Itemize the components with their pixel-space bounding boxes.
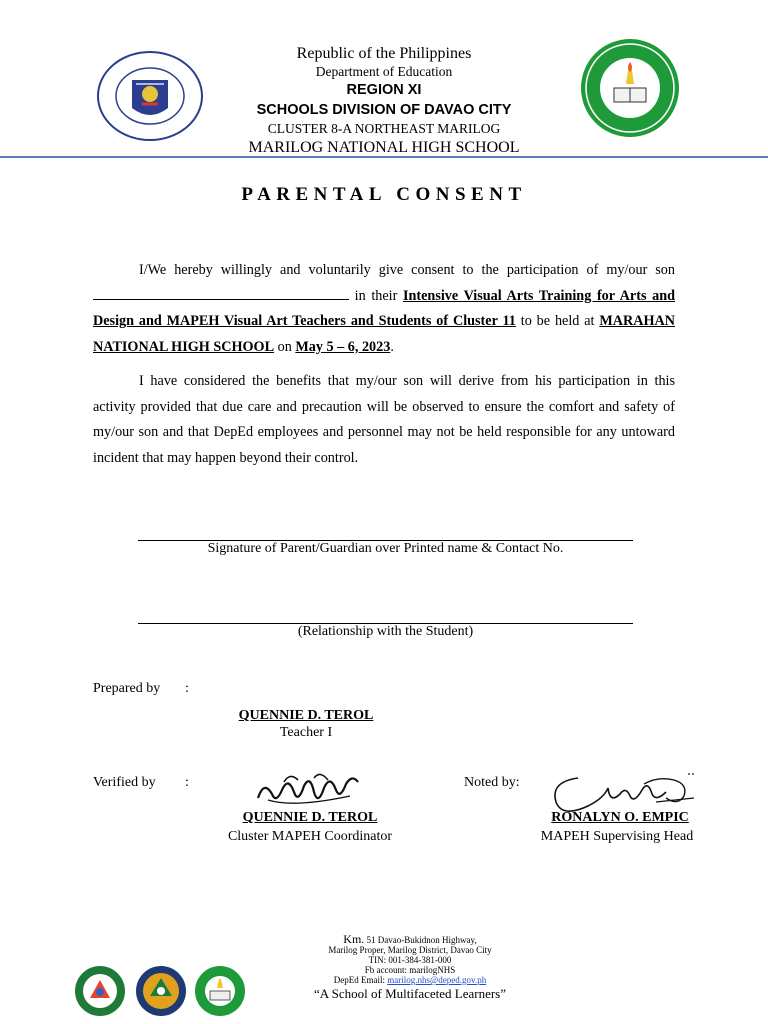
division-logo-icon bbox=[75, 966, 125, 1016]
p1-end: . bbox=[390, 338, 394, 355]
relationship-label: (Relationship with the Student) bbox=[297, 624, 474, 639]
verified-by-label: Verified by bbox=[93, 775, 156, 790]
header-division: SCHOOLS DIVISION OF DAVAO CITY bbox=[256, 102, 512, 118]
body-paragraph-1 bbox=[93, 258, 675, 360]
document-title: PARENTAL CONSENT bbox=[241, 184, 527, 205]
verified-title: Cluster MAPEH Coordinator bbox=[227, 829, 393, 844]
p2-text: I have considered the benefits that my/our son will derive from his participation in this activity provided that due care and precaution will be observed to ensure the comfort and safety of my/our son and that DepEd employees and personnel may not be held responsible for any untoward incident that may happen beyond their control. bbox=[93, 373, 675, 466]
header-rule bbox=[0, 156, 768, 158]
p1-in-their: in their bbox=[349, 287, 403, 304]
prepared-by-colon: : bbox=[185, 681, 189, 696]
noted-by-label: Noted by: bbox=[464, 775, 520, 790]
prepared-name: QUENNIE D. TEROL bbox=[238, 708, 374, 723]
header-cluster: CLUSTER 8-A NORTHEAST MARILOG bbox=[267, 121, 501, 136]
student-name-blank bbox=[93, 285, 349, 300]
footer-address2: Marilog Proper, Marilog District, Davao City bbox=[328, 945, 492, 955]
header-region: REGION XI bbox=[346, 82, 422, 98]
venue: MARAHAN NATIONAL HIGH SCHOOL bbox=[93, 313, 676, 355]
prepared-title: Teacher I bbox=[279, 725, 333, 740]
footer-address-block bbox=[300, 934, 520, 1001]
p1-held-at: to be held at bbox=[515, 313, 600, 329]
p1-on: on bbox=[274, 338, 296, 355]
school-seal-small-icon bbox=[195, 966, 245, 1016]
header-department: Department of Education bbox=[315, 64, 453, 79]
parent-signature-label: Signature of Parent/Guardian over Printed name & Contact No. bbox=[207, 541, 564, 556]
footer-motto: “A School of Multifaceted Learners” bbox=[313, 986, 507, 1001]
footer-address-line1 bbox=[300, 934, 520, 945]
event-date: May 5 – 6, 2023 bbox=[295, 338, 391, 355]
footer-logos bbox=[74, 964, 246, 1018]
footer-tin: TIN: 001-384-381-000 bbox=[368, 955, 452, 965]
footer-email-line bbox=[300, 975, 520, 985]
verified-by-colon: : bbox=[185, 775, 189, 790]
prepared-by-label: Prepared by bbox=[93, 681, 161, 696]
header-block bbox=[214, 44, 554, 157]
verified-name: QUENNIE D. TEROL bbox=[242, 810, 378, 825]
training-title: Intensive Visual Arts Training for Arts and Design and MAPEH Visual Art Teachers and Students of Cluster 11 bbox=[93, 287, 675, 329]
header-school: MARILOG NATIONAL HIGH SCHOOL bbox=[248, 139, 520, 156]
footer-km: Km. bbox=[343, 932, 365, 946]
footer-address1: 51 Davao-Bukidnon Highway, bbox=[364, 935, 477, 945]
noted-title: MAPEH Supervising Head bbox=[540, 829, 694, 844]
deped-seal bbox=[96, 50, 204, 142]
header-republic: Republic of the Philippines bbox=[296, 45, 472, 62]
noted-name: RONALYN O. EMPIC bbox=[551, 810, 689, 825]
division-seal-icon bbox=[136, 966, 186, 1016]
footer-email-link[interactable]: marilog.nhs@deped.gov.ph bbox=[387, 975, 487, 985]
body-paragraph-2 bbox=[93, 369, 675, 471]
footer-email-label: DepEd Email: bbox=[333, 975, 388, 985]
footer-fb: Fb account: marilogNHS bbox=[364, 965, 456, 975]
p1-start: I/We hereby willingly and voluntarily give consent to the participation of my/our son bbox=[139, 262, 675, 278]
school-seal bbox=[576, 38, 684, 138]
